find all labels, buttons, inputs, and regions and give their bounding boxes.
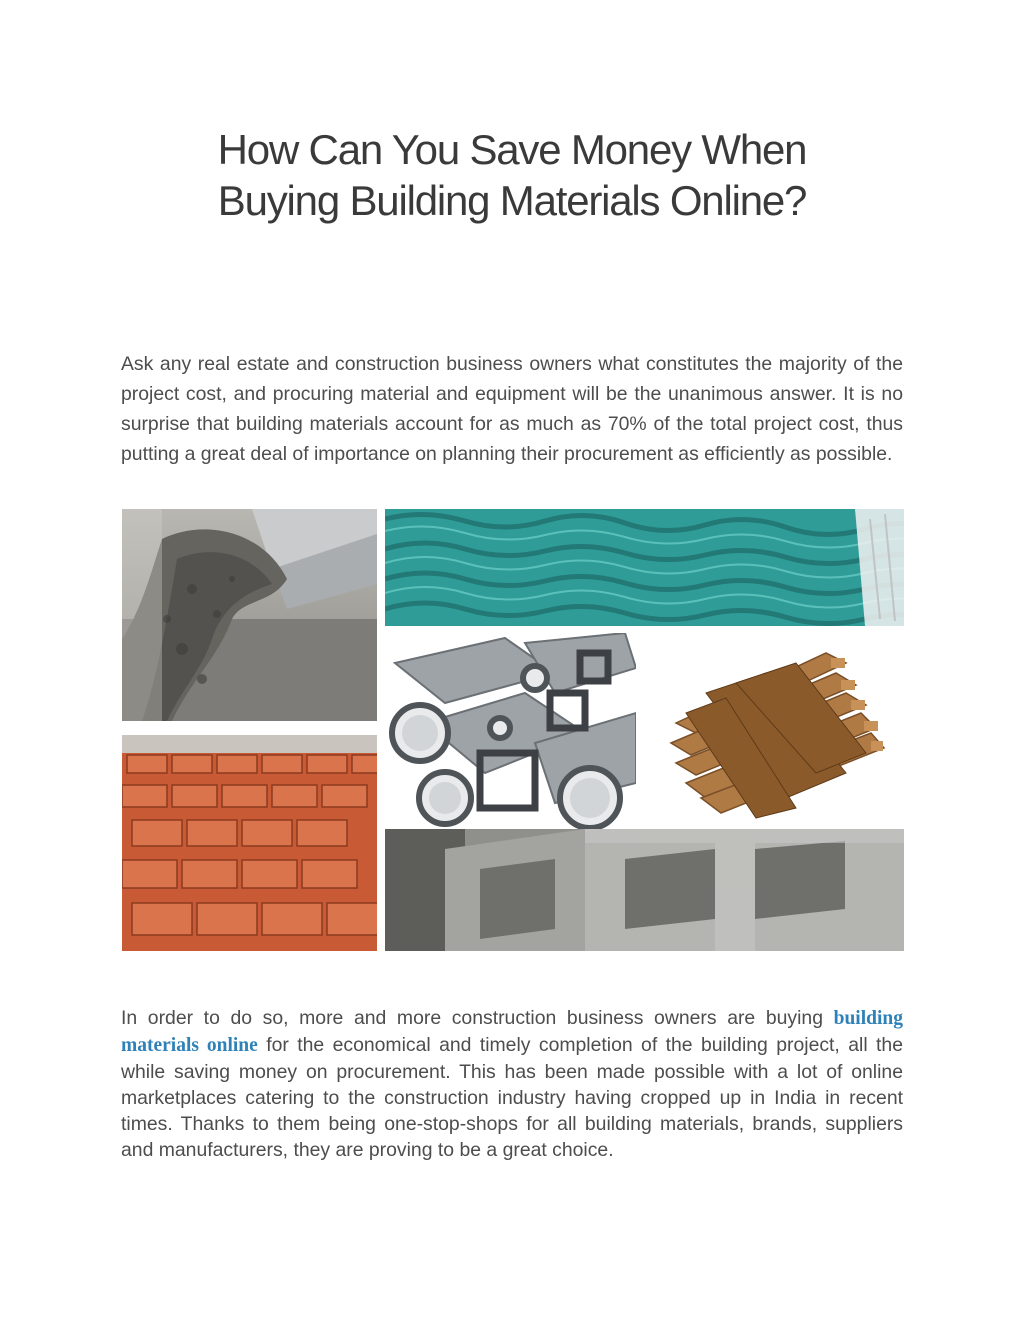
bricks-image [122,735,377,951]
roofing-sheets-image [385,509,904,626]
timber-stack-image [646,633,904,829]
intro-paragraph: Ask any real estate and construction business owners what constitutes the majority of the project cost, and procuring material and equipment will be the unanimous answer. It is no surprise that building materials account for as much as 70% of the total project cost, thus putting a great deal of importance on planning their procurement as efficiently as possible. [121,353,903,465]
body-text-before-link: In order to do so, more and more construction business owners are buying [121,1007,834,1029]
page-title-line-2: Buying Building Materials Online? [217,177,807,224]
page-title [0,124,1024,226]
body-text-after-link: for the economical and timely completion of the building project, all the while saving money on procurement. This has been made possible with a lot of online marketplaces catering to the construction industry having cropped up in India in recent times. Thanks to them being one-stop-shops for all building materials, brands, suppliers and manufacturers, they are proving to be a great choice. [121,1034,903,1161]
steel-pipes-image [385,633,636,829]
concrete-blocks-image [385,829,904,951]
page-title-line-1: How Can You Save Money When [217,126,807,173]
concrete-pour-image [122,509,377,721]
body-paragraph [121,1005,903,1163]
materials-collage [122,509,904,951]
building-materials-online-link[interactable]: building materials online [121,1008,903,1056]
